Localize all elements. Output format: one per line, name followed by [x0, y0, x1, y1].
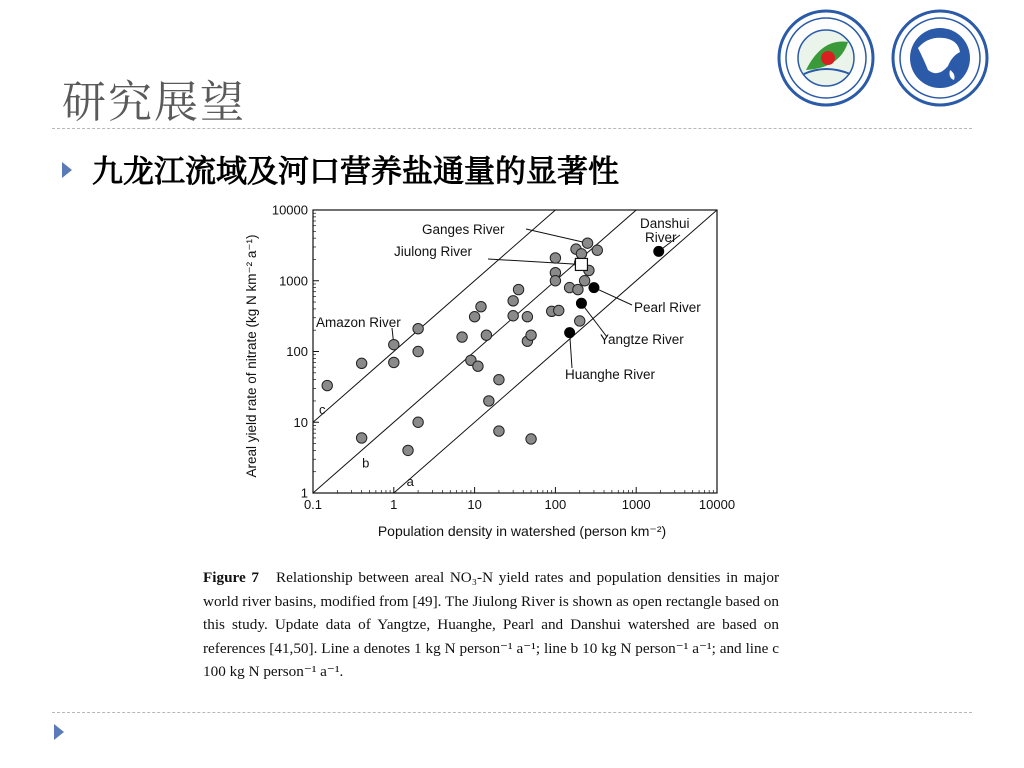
data-point-world-river	[484, 396, 494, 406]
data-point-updated-river	[565, 328, 575, 338]
data-point-world-river	[481, 330, 491, 340]
data-point-world-river	[575, 316, 585, 326]
data-point-world-river	[389, 357, 399, 367]
data-point-world-river	[522, 312, 532, 322]
data-point-world-river	[403, 445, 413, 455]
x-axis-label: Population density in watershed (person km⁻²)	[377, 523, 667, 539]
title-divider	[52, 128, 972, 129]
figure-caption	[203, 566, 779, 684]
footer-arrow-icon	[54, 724, 64, 740]
data-point-world-river	[573, 284, 583, 294]
x-tick-label: 100	[544, 497, 567, 512]
data-point-world-river	[579, 276, 589, 286]
data-point-world-river	[469, 312, 479, 322]
data-point-world-river	[550, 253, 560, 263]
data-point-world-river	[576, 249, 586, 259]
y-tick-label: 1	[300, 485, 308, 501]
x-tick-label: 1000	[621, 497, 651, 512]
data-point-world-river	[494, 426, 504, 436]
scatter-chart	[232, 196, 752, 548]
annotation-label: Danshui River	[640, 216, 690, 245]
data-point-world-river	[356, 358, 366, 368]
x-tick-label: 1	[390, 497, 398, 512]
data-point-world-river	[413, 346, 423, 356]
data-point-world-river	[592, 245, 602, 255]
x-tick-label: 10	[467, 497, 482, 512]
caption-text: Relationship between areal NO₃-N yield rates and population densities in major world river basins, modified from [49]. The Jiulong River is shown as open rectangle based on this study. Update data of Yangtze, Huanghe, Pearl and Danshui watershed are based on references [41,50]. Line a denotes 1 kg N person⁻¹ a⁻¹; line b 10 kg N person⁻¹ a⁻¹; and line c 100 kg N person⁻¹ a⁻¹.	[203, 569, 780, 680]
bullet-text: 九龙江流域及河口营养盐通量的显著性	[92, 154, 619, 190]
ocean-college-logo	[774, 8, 878, 108]
annotation-label: Jiulong River	[394, 244, 473, 259]
data-point-world-river	[457, 332, 467, 342]
data-point-world-river	[582, 238, 592, 248]
data-point-world-river	[413, 324, 423, 334]
data-point-updated-river	[589, 283, 599, 293]
data-point-world-river	[550, 276, 560, 286]
data-point-world-river	[476, 301, 486, 311]
slide-title: 研究展望	[62, 77, 246, 128]
annotation-label: Ganges River	[422, 222, 505, 237]
data-point-world-river	[413, 417, 423, 427]
data-point-world-river	[473, 361, 483, 371]
annotation-label: Huanghe River	[565, 367, 656, 382]
y-tick-label: 10	[293, 414, 308, 430]
coastal-institute-logo	[888, 8, 992, 108]
data-point-world-river	[389, 339, 399, 349]
y-tick-label: 100	[286, 344, 308, 359]
y-tick-label: 10000	[271, 202, 308, 218]
data-point-world-river	[322, 380, 332, 390]
data-point-world-river	[554, 305, 564, 315]
annotation-label: Yangtze River	[600, 332, 684, 347]
y-axis-label: Areal yield rate of nitrate (kg N km⁻² a⁻¹)	[244, 234, 259, 478]
annotation-label: Pearl River	[634, 300, 701, 315]
data-point-world-river	[508, 296, 518, 306]
x-tick-label: 10000	[698, 497, 736, 512]
data-point-world-river	[513, 284, 523, 294]
footer-divider	[52, 712, 972, 713]
data-point-world-river	[526, 434, 536, 444]
reference-line-label-c: c	[318, 402, 326, 418]
data-point-jiulong-river	[575, 258, 587, 270]
reference-line-label-a: a	[406, 474, 414, 490]
data-point-world-river	[508, 311, 518, 321]
caption-label: Figure 7	[203, 569, 259, 586]
data-point-world-river	[526, 330, 536, 340]
data-point-updated-river	[654, 246, 664, 256]
bullet-arrow-icon	[62, 162, 72, 178]
reference-line-label-b: b	[362, 455, 370, 471]
data-point-world-river	[494, 374, 504, 384]
data-point-world-river	[356, 433, 366, 443]
x-tick-label: 0.1	[303, 497, 323, 512]
y-tick-label: 1000	[279, 273, 308, 289]
data-point-updated-river	[576, 298, 586, 308]
annotation-label: Amazon River	[316, 315, 401, 330]
